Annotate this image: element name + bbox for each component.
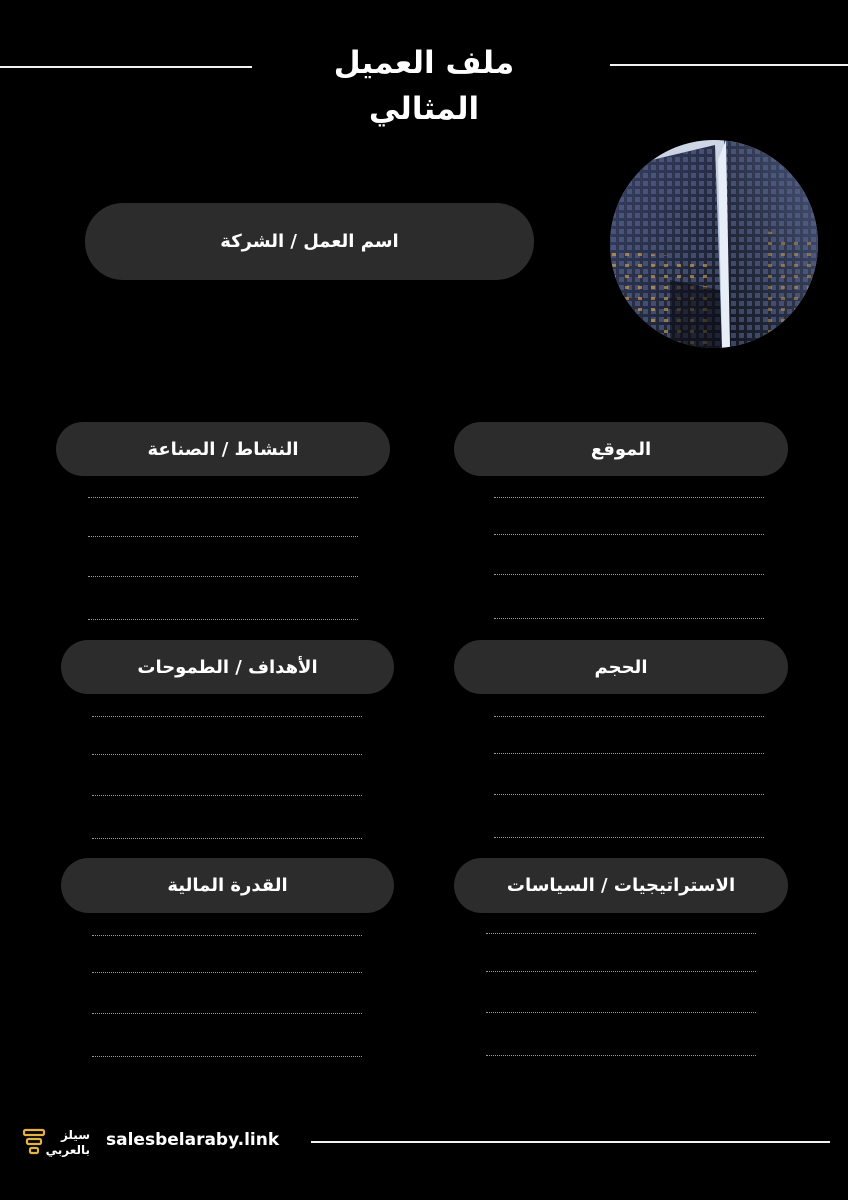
business-name-pill (85, 203, 534, 280)
section-activity-label: النشاط / الصناعة (147, 438, 299, 460)
brand-logo (22, 1128, 94, 1162)
section-size-label: الحجم (594, 656, 648, 678)
strategies-line-2[interactable] (486, 971, 756, 972)
logo-text (45, 1128, 90, 1158)
section-strategies-pill (454, 858, 788, 913)
header-line-left (0, 66, 252, 68)
activity-line-3[interactable] (88, 576, 358, 577)
page-title-line2: المثالي (368, 91, 480, 127)
footer-line (311, 1141, 830, 1143)
location-line-3[interactable] (494, 574, 764, 575)
goals-line-1[interactable] (92, 716, 362, 717)
footer-url[interactable]: salesbelaraby.link (106, 1130, 280, 1150)
business-name-label: اسم العمل / الشركة (220, 231, 399, 252)
strategies-line-3[interactable] (486, 1012, 756, 1013)
page-title-line1: ملف العميل (333, 45, 515, 81)
goals-line-3[interactable] (92, 795, 362, 796)
skyscraper-photo (610, 140, 818, 348)
size-line-1[interactable] (494, 716, 764, 717)
section-goals-pill (61, 640, 394, 694)
logo-line2: بالعربي (45, 1143, 90, 1157)
location-line-2[interactable] (494, 534, 764, 535)
section-goals-label: الأهداف / الطموحات (137, 656, 318, 678)
goals-line-4[interactable] (92, 838, 362, 839)
funnel-icon (22, 1128, 46, 1160)
page-title (300, 40, 548, 132)
financial-line-2[interactable] (92, 972, 362, 973)
section-location-pill (454, 422, 788, 476)
header-line-right (610, 64, 848, 66)
section-activity-pill (56, 422, 390, 476)
financial-line-4[interactable] (92, 1056, 362, 1057)
section-financial-label: القدرة المالية (167, 875, 288, 896)
logo-line1: سيلز (60, 1128, 90, 1142)
size-line-3[interactable] (494, 794, 764, 795)
section-size-pill (454, 640, 788, 694)
skyscraper-image (610, 140, 818, 348)
section-strategies-label: الاستراتيجيات / السياسات (506, 875, 736, 896)
size-line-4[interactable] (494, 837, 764, 838)
goals-line-2[interactable] (92, 754, 362, 755)
financial-line-3[interactable] (92, 1013, 362, 1014)
location-line-4[interactable] (494, 618, 764, 619)
strategies-line-4[interactable] (486, 1055, 756, 1056)
activity-line-2[interactable] (88, 536, 358, 537)
financial-line-1[interactable] (92, 935, 362, 936)
location-line-1[interactable] (494, 497, 764, 498)
size-line-2[interactable] (494, 753, 764, 754)
section-location-label: الموقع (590, 438, 652, 460)
section-financial-pill (61, 858, 394, 913)
strategies-line-1[interactable] (486, 933, 756, 934)
activity-line-4[interactable] (88, 619, 358, 620)
activity-line-1[interactable] (88, 497, 358, 498)
